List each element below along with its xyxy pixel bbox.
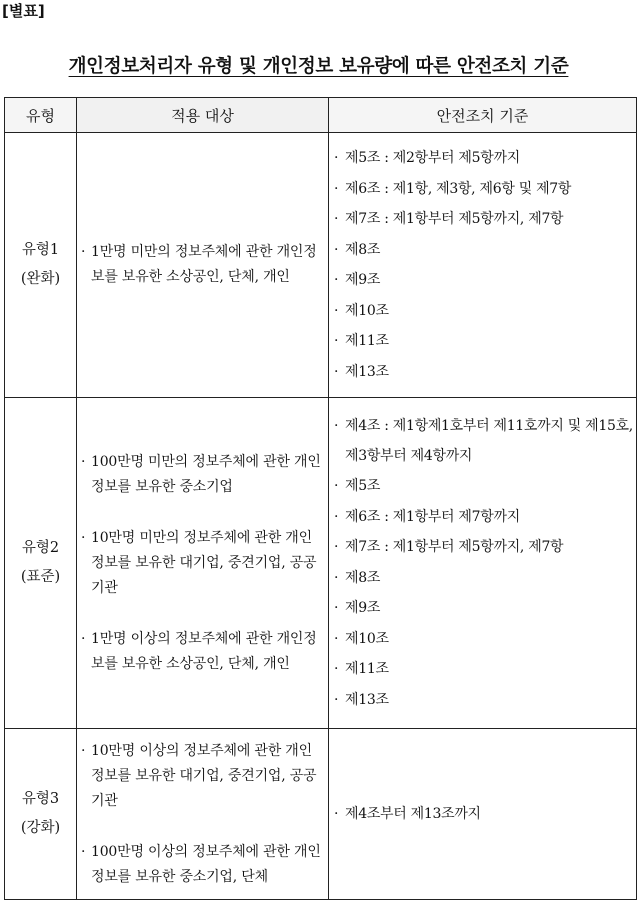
- criteria-item: [334, 799, 636, 830]
- bullet: ·: [334, 302, 339, 319]
- table-row: [5, 398, 637, 729]
- target-cell: [77, 133, 329, 398]
- criteria-item: [334, 357, 636, 388]
- safety-measures-table: [4, 97, 637, 900]
- criteria-item: [334, 532, 636, 563]
- criteria-text: 제7조 : 제1항부터 제5항까지, 제7항: [345, 211, 564, 227]
- target-item: [81, 450, 325, 500]
- criteria-text: 제4조 : 제1항제1호부터 제11호까지 및 제15호, 제3항부터 제4항까지: [345, 418, 633, 464]
- bullet: ·: [81, 630, 86, 647]
- type-name: 유형2: [21, 540, 60, 556]
- bullet: ·: [334, 241, 339, 258]
- criteria-text: 제6조 : 제1항, 제3항, 제6항 및 제7항: [345, 180, 572, 197]
- criteria-item: [334, 296, 636, 327]
- header-criteria: 안전조치 기준: [329, 98, 637, 133]
- target-item: [81, 840, 325, 890]
- criteria-text: 제5조 : 제2항부터 제5항까지: [345, 150, 520, 166]
- bullet: ·: [334, 539, 339, 555]
- criteria-text: 제10조: [345, 302, 389, 319]
- type-cell: [5, 133, 77, 398]
- type-name: 유형3: [21, 791, 60, 807]
- criteria-text: 제13조: [345, 691, 389, 708]
- target-text: 1만명 미만의 정보주체에 관한 개인정보를 보유한 소상공인, 단체, 개인: [91, 244, 317, 285]
- criteria-item: [334, 593, 636, 624]
- target-text: 100만명 미만의 정보주체에 관한 개인정보를 보유한 중소기업: [91, 453, 321, 495]
- criteria-item: [334, 471, 636, 502]
- criteria-text: 제9조: [345, 272, 381, 288]
- criteria-item: [334, 685, 636, 716]
- header-row: [5, 98, 637, 133]
- bullet: ·: [81, 244, 86, 260]
- criteria-text: 제13조: [345, 363, 389, 380]
- bullet: ·: [334, 363, 339, 380]
- bullet: ·: [334, 630, 339, 647]
- target-item: [81, 627, 325, 677]
- target-cell: [77, 398, 329, 729]
- appendix-tag: [별표]: [2, 2, 45, 20]
- criteria-item: [334, 174, 636, 205]
- bullet: ·: [334, 272, 339, 288]
- criteria-item: [334, 502, 636, 533]
- criteria-item: [334, 204, 636, 235]
- target-text: 1만명 이상의 정보주체에 관한 개인정보를 보유한 소상공인, 단체, 개인: [91, 630, 317, 672]
- bullet: ·: [334, 805, 339, 822]
- type-cell: [5, 398, 77, 729]
- bullet: ·: [334, 569, 339, 586]
- bullet: ·: [334, 661, 339, 677]
- criteria-text: 제10조: [345, 630, 389, 647]
- table-row: [5, 729, 637, 900]
- bullet: ·: [334, 333, 339, 349]
- bullet: ·: [81, 529, 86, 546]
- criteria-text: 제7조 : 제1항부터 제5항까지, 제7항: [345, 539, 564, 555]
- type-level: (완화): [20, 271, 61, 287]
- bullet: ·: [334, 600, 339, 616]
- criteria-item: [334, 326, 636, 357]
- criteria-text: 제4조부터 제13조까지: [345, 805, 481, 822]
- bullet: ·: [81, 843, 86, 860]
- bullet: ·: [334, 150, 339, 166]
- type-level: (강화): [20, 820, 61, 836]
- criteria-item: [334, 265, 636, 296]
- target-text: 10만명 미만의 정보주체에 관한 개인정보를 보유한 대기업, 중견기업, 공공기관: [91, 529, 317, 596]
- target-item: [81, 240, 325, 290]
- target-text: 10만명 이상의 정보주체에 관한 개인정보를 보유한 대기업, 중견기업, 공공기관: [91, 742, 317, 809]
- target-item: [81, 739, 325, 814]
- bullet: ·: [81, 742, 86, 759]
- bullet: ·: [334, 418, 339, 434]
- bullet: ·: [334, 211, 339, 227]
- criteria-text: 제6조 : 제1항부터 제7항까지: [345, 508, 520, 525]
- bullet: ·: [334, 691, 339, 708]
- type-name: 유형1: [21, 242, 60, 258]
- criteria-text: 제11조: [345, 661, 389, 677]
- type-level: (표준): [20, 569, 61, 585]
- type-cell: [5, 729, 77, 900]
- document-title: 개인정보처리자 유형 및 개인정보 보유량에 따른 안전조치 기준: [68, 56, 569, 77]
- criteria-item: [334, 235, 636, 266]
- header-type: 유형: [5, 98, 77, 133]
- criteria-text: 제5조: [345, 478, 381, 494]
- bullet: ·: [334, 508, 339, 525]
- target-text: 100만명 이상의 정보주체에 관한 개인정보를 보유한 중소기업, 단체: [91, 843, 321, 885]
- criteria-cell: [329, 133, 637, 398]
- table-row: [5, 133, 637, 398]
- criteria-item: [334, 654, 636, 685]
- criteria-item: [334, 411, 636, 471]
- criteria-item: [334, 563, 636, 594]
- criteria-item: [334, 143, 636, 174]
- criteria-text: 제9조: [345, 600, 381, 616]
- criteria-text: 제8조: [345, 241, 381, 258]
- bullet: ·: [334, 180, 339, 197]
- criteria-text: 제11조: [345, 333, 389, 349]
- target-cell: [77, 729, 329, 900]
- criteria-cell: [329, 398, 637, 729]
- criteria-text: 제8조: [345, 569, 381, 586]
- bullet: ·: [81, 453, 86, 470]
- header-target: 적용 대상: [77, 98, 329, 133]
- bullet: ·: [334, 478, 339, 494]
- criteria-item: [334, 624, 636, 655]
- criteria-cell: [329, 729, 637, 900]
- target-item: [81, 526, 325, 601]
